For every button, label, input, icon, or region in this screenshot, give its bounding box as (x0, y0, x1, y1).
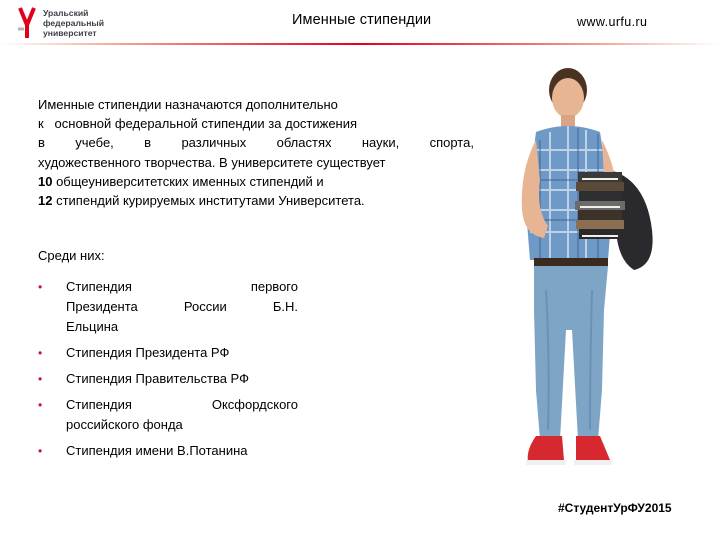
intro-line (38, 172, 474, 191)
word: Б.Н. (272, 299, 298, 314)
word: основной федеральной стипендии за достижения (54, 116, 358, 132)
intro-line: художественного творчества. В университете существует (38, 154, 386, 170)
bullet-icon: • (38, 398, 43, 412)
word: Президента (66, 299, 138, 314)
intro-line-justified (38, 133, 474, 152)
among-them-label: Среди них: (38, 248, 105, 263)
list-item-line (66, 297, 298, 317)
header-divider (0, 43, 720, 45)
intro-line: Именные стипендии назначаются дополнительно (38, 97, 338, 112)
list-item (38, 395, 298, 435)
word: Оксфордского (211, 397, 298, 412)
word: в (144, 135, 152, 151)
list-item-line: Стипендия Президента РФ (66, 345, 230, 360)
word: областях (276, 135, 332, 151)
word: спорта, (429, 135, 474, 151)
urfu-logo (18, 7, 128, 41)
hashtag: #СтудентУрФУ2015 (558, 501, 672, 515)
word: науки, (361, 135, 400, 151)
list-item (38, 441, 298, 461)
list-item-line: Ельцина (66, 319, 119, 334)
site-url[interactable]: www.urfu.ru (577, 15, 648, 29)
list-item (38, 369, 298, 389)
word: Стипендия (66, 279, 132, 294)
word: первого (250, 279, 298, 294)
list-item-line (66, 395, 298, 415)
logo-line: университет (43, 28, 97, 38)
intro-text: общеуниверситетских именных стипендий и (52, 173, 324, 189)
list-item-line: Стипендия имени В.Потанина (66, 443, 248, 458)
intro-paragraph (38, 95, 474, 210)
list-item-line (66, 277, 298, 297)
word: России (183, 299, 227, 314)
logo-line: Уральский (43, 8, 89, 18)
logo-text (43, 8, 133, 38)
word: Стипендия (66, 397, 132, 412)
bullet-icon: • (38, 444, 43, 458)
page-title: Именные стипендии (292, 12, 432, 28)
scholarship-list (38, 277, 298, 467)
count-general: 10 (38, 173, 53, 189)
bullet-icon: • (38, 372, 43, 386)
word: в (38, 135, 45, 151)
count-institutes: 12 (38, 193, 53, 209)
word: к (38, 116, 44, 132)
word: учебе, (75, 135, 114, 151)
word: различных (181, 135, 247, 151)
bullet-icon: • (38, 346, 43, 360)
list-item-line: Стипендия Правительства РФ (66, 371, 249, 386)
intro-text: стипендий курируемых институтами Университета. (52, 193, 365, 209)
student-with-books-icon (506, 60, 666, 515)
logo-line: федеральный (43, 18, 105, 28)
intro-line (38, 191, 474, 210)
list-item (38, 277, 298, 337)
urfu-logo-icon (18, 7, 38, 39)
intro-line (38, 114, 474, 133)
list-item-line: российского фонда (66, 417, 183, 432)
list-item (38, 343, 298, 363)
bullet-icon: • (38, 280, 43, 294)
